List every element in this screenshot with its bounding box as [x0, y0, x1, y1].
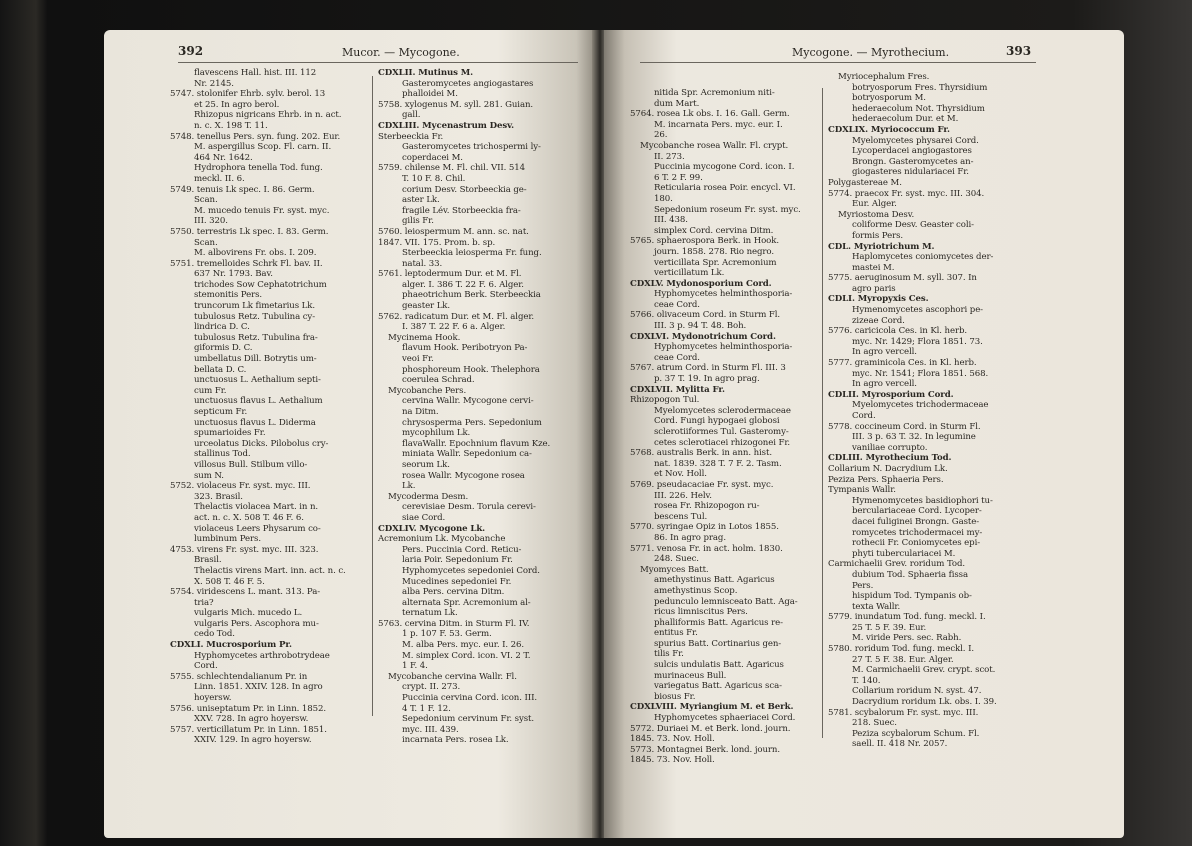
text-line: pedunculo lemnisceato Batt. Aga-: [654, 596, 798, 607]
text-line: murinaceus Bull.: [654, 670, 727, 681]
text-line: 4 T. 1 F. 12.: [402, 703, 451, 714]
text-line: Mycoderma Desm.: [388, 491, 469, 502]
text-line: verticillata Spr. Acremonium: [654, 257, 777, 268]
left-running-head: Mucor. — Mycogone.: [342, 46, 460, 59]
text-line: variegatus Batt. Agaricus sca-: [654, 681, 782, 692]
text-line: Sterbeeckia Fr.: [378, 131, 444, 142]
text-line: truncorum Lk fimetarius Lk.: [194, 301, 316, 312]
text-line: stallinus Tod.: [194, 449, 251, 460]
text-line: 5749. tenuis Lk spec. I. 86. Germ.: [170, 184, 315, 195]
text-line: 1 F. 4.: [402, 661, 428, 672]
text-line: miniata Wallr. Sepedonium ca-: [402, 449, 532, 460]
text-line: 637 Nr. 1793. Bav.: [194, 269, 273, 280]
text-line: Gasteromycetes angiogastares: [402, 78, 534, 89]
text-line: 323. Brasil.: [194, 491, 243, 502]
text-line: fragile Lév. Storbeeckia fra-: [402, 205, 521, 216]
text-line: ricus limniscitus Pers.: [654, 607, 748, 618]
text-line: Mycinema Hook.: [388, 332, 461, 343]
text-line: CDXLVI. Mydonotrichum Cord.: [630, 331, 776, 342]
text-line: seorum Lk.: [402, 459, 450, 470]
text-line: 5765. sphaerospora Berk. in Hook.: [630, 236, 779, 247]
text-line: Scan.: [194, 195, 218, 206]
text-line: aster Lk.: [402, 195, 440, 206]
text-line: III. 3 p. 94 T. 48. Boh.: [654, 321, 747, 332]
text-line: tria?: [194, 597, 214, 608]
text-line: M. simplex Cord. icon. VI. 2 T.: [402, 650, 531, 661]
text-line: bescens Tul.: [654, 511, 708, 522]
text-line: amethystinus Batt. Agaricus: [654, 575, 775, 586]
text-line: Nr. 2145.: [194, 78, 234, 89]
text-line: XXIV. 129. In agro hoyersw.: [194, 735, 312, 746]
text-line: Hyphomycetes sepedoniei Cord.: [402, 565, 540, 576]
text-line: Eur. Alger.: [852, 199, 897, 210]
text-line: spurius Batt. Cortinarius gen-: [654, 638, 782, 649]
right-page-number: 393: [1006, 44, 1032, 58]
text-line: saell. II. 418 Nr. 2057.: [852, 739, 948, 750]
text-line: 5771. venosa Fr. in act. holm. 1830.: [630, 543, 783, 554]
text-line: vulgaris Mich. mucedo L.: [194, 608, 303, 619]
left-column-2: [378, 68, 550, 746]
text-line: 5768. australis Berk. in ann. hist.: [630, 448, 772, 459]
text-line: geaster Lk.: [402, 301, 451, 312]
text-line: chrysosperma Pers. Sepedonium: [402, 417, 542, 428]
text-line: coliforme Desv. Geaster coli-: [852, 220, 974, 231]
text-line: alger. I. 386 T. 22 F. 6. Alger.: [402, 279, 524, 290]
text-line: XXV. 728. In agro hoyersw.: [194, 714, 309, 725]
text-line: Sterbeeckia leiosperma Fr. fung.: [402, 248, 542, 259]
text-line: 86. In agro prag.: [654, 532, 726, 543]
text-line: nat. 1839. 328 T. 7 F. 2. Tasm.: [654, 458, 782, 469]
text-line: 1845. 73. Nov. Holl.: [630, 755, 715, 766]
text-line: unctuosus flavus L. Diderma: [194, 417, 316, 428]
text-line: 5766. olivaceum Cord. in Sturm Fl.: [630, 310, 781, 321]
text-line: biosus Fr.: [654, 691, 696, 702]
text-line: I. 387 T. 22 F. 6 a. Alger.: [402, 322, 506, 333]
text-line: 5781. scybalorum Fr. syst. myc. III.: [828, 707, 979, 718]
text-line: 5779. inundatum Tod. fung. meckl. I.: [828, 612, 986, 623]
text-line: 5775. aeruginosum M. syll. 307. In: [828, 273, 977, 284]
text-line: formis Pers.: [852, 230, 904, 241]
text-line: Mucedines sepedoniei Fr.: [402, 576, 512, 587]
text-line: phyti tuberculariacei M.: [852, 548, 956, 559]
right-running-head: Mycogone. — Myrothecium.: [792, 46, 950, 59]
text-line: Hyphomycetes sphaeriacei Cord.: [654, 713, 796, 724]
text-line: violaceus Leers Physarum co-: [194, 523, 321, 534]
text-line: 5748. tenellus Pers. syn. fung. 202. Eur.: [170, 131, 341, 142]
text-line: Mycobanche rosea Wallr. Fl. crypt.: [640, 140, 789, 151]
text-line: n. c. X. 198 T. 11.: [194, 120, 268, 131]
text-line: Reticularia rosea Poir. encycl. VI.: [654, 183, 796, 194]
text-line: gall.: [402, 110, 421, 121]
left-header-rule: [178, 62, 578, 63]
text-line: rosea Fr. Rhizopogon ru-: [654, 501, 760, 512]
text-line: 5774. praecox Fr. syst. myc. III. 304.: [828, 188, 985, 199]
text-line: myc. Nr. 1541; Flora 1851. 568.: [852, 368, 989, 379]
text-line: phosphoreum Hook. Thelephora: [402, 364, 540, 375]
text-line: umbellatus Dill. Botrytis um-: [194, 354, 317, 365]
text-line: 1845. 73. Nov. Holl.: [630, 734, 715, 745]
text-line: dacei fuliginei Brongn. Gaste-: [852, 516, 980, 527]
text-line: mastei M.: [852, 262, 895, 273]
text-line: 218. Suec.: [852, 718, 897, 729]
text-line: Sepedonium roseum Fr. syst. myc.: [654, 204, 801, 215]
text-line: Brongn. Gasteromycetes an-: [852, 156, 974, 167]
text-line: 5777. graminicola Ces. in Kl. herb.: [828, 358, 977, 369]
text-line: Gasteromycetes trichospermi ly-: [402, 142, 541, 153]
text-line: et Nov. Holl.: [654, 469, 707, 480]
text-line: 26.: [654, 130, 668, 141]
text-line: Dacrydium roridum Lk. obs. I. 39.: [852, 697, 997, 708]
text-line: Rhizopus nigricans Ehrb. in n. act.: [194, 110, 342, 121]
text-line: M. incarnata Pers. myc. eur. I.: [654, 119, 783, 130]
text-line: M. albovirens Fr. obs. I. 209.: [194, 248, 317, 259]
text-line: stemonitis Pers.: [194, 290, 263, 301]
text-line: M. aspergillus Scop. Fl. carn. II.: [194, 142, 332, 153]
text-line: Collarium N. Dacrydium Lk.: [828, 463, 948, 474]
text-line: cerevisiae Desm. Torula cerevi-: [402, 502, 536, 513]
text-line: natal. 33.: [402, 258, 443, 269]
text-line: dum Mart.: [654, 98, 700, 109]
text-line: 5762. radicatum Dur. et M. Fl. alger.: [378, 311, 535, 322]
text-line: vaniliae corrupto.: [852, 442, 928, 453]
text-line: agro paris: [852, 283, 896, 294]
text-line: texta Wallr.: [852, 601, 901, 612]
text-line: Rhizopogon Tul.: [630, 395, 700, 406]
text-line: unctuosus L. Aethalium septi-: [194, 375, 321, 386]
text-line: hederaecolum Dur. et M.: [852, 114, 959, 125]
text-line: T. 10 F. 8. Chil.: [402, 173, 466, 184]
text-line: myc. III. 439.: [402, 724, 459, 735]
text-line: In agro vercell.: [852, 379, 917, 390]
text-line: meckl. II. 6.: [194, 173, 245, 184]
text-line: Puccinia cervina Cord. icon. III.: [402, 693, 538, 704]
text-line: Cord.: [852, 411, 876, 421]
text-line: coerulea Schrad.: [402, 375, 475, 386]
text-line: Hyphomycetes helminthosporia-: [654, 342, 793, 353]
text-line: cum Fr.: [194, 385, 227, 396]
text-line: incarnata Pers. rosea Lk.: [402, 735, 509, 746]
text-line: 5759. chilense M. Fl. chil. VII. 514: [378, 163, 526, 174]
text-line: 5776. caricicola Ces. in Kl. herb.: [828, 326, 968, 337]
text-line: 5757. verticillatum Pr. in Linn. 1851.: [170, 724, 327, 735]
text-line: 4753. virens Fr. syst. myc. III. 323.: [170, 544, 319, 555]
text-line: 5754. viridescens L. mant. 313. Pa-: [170, 587, 321, 598]
text-line: hederaecolum Not. Thyrsidium: [852, 103, 985, 114]
right-header-rule: [640, 62, 1036, 63]
text-line: act. n. c. X. 508 T. 46 F. 6.: [194, 512, 304, 523]
text-line: laria Poir. Sepedonium Fr.: [402, 555, 513, 566]
text-line: Carmichaelii Grev. roridum Tod.: [828, 559, 966, 570]
text-line: Myriocephalum Fres.: [838, 72, 930, 82]
text-line: 5770. syringae Opiz in Lotos 1855.: [630, 522, 779, 533]
text-line: Hymenomycetes ascophori pe-: [852, 305, 983, 316]
text-line: 5780. roridum Tod. fung. meckl. I.: [828, 644, 975, 655]
text-line: giogasteres nidulariacei Fr.: [852, 167, 969, 178]
text-line: sulcis undulatis Batt. Agaricus: [654, 660, 784, 671]
text-line: Brasil.: [194, 555, 222, 566]
text-line: phalliformis Batt. Agaricus re-: [654, 617, 783, 628]
right-column-2: [828, 72, 997, 750]
text-line: septicum Fr.: [194, 407, 248, 417]
text-line: X. 508 T. 46 F. 5.: [194, 576, 265, 587]
text-line: simplex Cord. cervina Ditm.: [654, 225, 774, 236]
text-line: CDL. Myriotrichum M.: [828, 241, 935, 252]
text-line: gilis Fr.: [402, 216, 434, 227]
text-line: 25 T. 5 F. 39. Eur.: [852, 622, 927, 633]
text-line: ceae Cord.: [654, 299, 700, 310]
text-line: trichodes Sow Cephatotrichum: [194, 279, 327, 290]
text-line: CDXLV. Mydonosporium Cord.: [630, 278, 772, 289]
text-line: Peziza Pers. Sphaeria Pers.: [828, 474, 944, 485]
text-line: zizeae Cord.: [852, 315, 905, 326]
text-line: 27 T. 5 F. 38. Eur. Alger.: [852, 654, 954, 665]
text-line: Hyphomycetes arthrobotrydeae: [194, 650, 330, 661]
text-line: III. 226. Helv.: [654, 490, 712, 501]
text-line: Cord.: [194, 661, 218, 672]
text-line: coperdacei M.: [402, 152, 463, 163]
text-line: rothecii Fr. Coniomycetes epi-: [852, 538, 981, 549]
text-line: lindrica D. C.: [194, 322, 250, 333]
left-column-divider: [372, 76, 373, 716]
text-line: Acremonium Lk. Mycobanche: [378, 534, 506, 545]
text-line: CDXLVIII. Myriangium M. et Berk.: [630, 702, 794, 713]
text-line: ceae Cord.: [654, 352, 700, 363]
text-line: Mycobanche Pers.: [388, 385, 467, 396]
text-line: Thelactis violacea Mart. in n.: [194, 502, 319, 513]
text-line: Puccinia mycogone Cord. icon. I.: [654, 162, 795, 173]
text-line: giformis D. C.: [194, 343, 253, 354]
text-line: phalloidei M.: [402, 89, 458, 100]
text-line: spumarioides Fr.: [194, 428, 266, 439]
text-line: 5755. schlechtendalianum Pr. in: [170, 671, 308, 682]
text-line: Mycobanche cervina Wallr. Fl.: [388, 671, 517, 682]
text-line: Haplomycetes coniomycetes der-: [852, 252, 994, 263]
text-line: Collarium roridum N. syst. 47.: [852, 686, 982, 697]
text-line: hoyersw.: [194, 693, 232, 704]
left-page-number: 392: [178, 44, 204, 58]
text-line: 5764. rosea Lk obs. I. 16. Gall. Germ.: [630, 109, 790, 120]
text-line: M. Carmichaelii Grev. crypt. scot.: [852, 665, 996, 676]
text-line: flavaWallr. Epochnium flavum Kze.: [402, 438, 551, 449]
text-line: 5747. stolonifer Ehrb. sylv. berol. 13: [170, 89, 326, 100]
text-line: tubulosus Retz. Tubulina cy-: [194, 311, 315, 322]
text-line: CDXLVII. Mylitta Fr.: [630, 384, 725, 395]
text-line: crypt. II. 273.: [402, 682, 461, 693]
text-line: bellata D. C.: [194, 364, 247, 375]
text-line: phaeotrichum Berk. Sterbeeckia: [402, 290, 541, 301]
text-line: berculariaceae Cord. Lycoper-: [852, 506, 982, 517]
text-line: Polygastereae M.: [828, 177, 902, 188]
text-line: III. 3 p. 63 T. 32. In legumine: [852, 432, 976, 443]
text-line: 248. Suec.: [654, 554, 699, 565]
text-line: verticillatum Lk.: [654, 268, 725, 279]
text-line: p. 37 T. 19. In agro prag.: [654, 374, 760, 385]
right-column-1: [630, 88, 801, 766]
text-line: 5778. coccineum Cord. in Sturm Fl.: [828, 421, 981, 432]
text-line: M. viride Pers. sec. Rabh.: [852, 633, 962, 644]
text-line: 1847. VII. 175. Prom. b. sp.: [378, 237, 496, 248]
text-line: myc. Nr. 1429; Flora 1851. 73.: [852, 336, 983, 347]
text-line: 5761. leptodermum Dur. et M. Fl.: [378, 269, 522, 280]
text-line: Thelactis virens Mart. inn. act. n. c.: [194, 565, 346, 576]
text-line: CDXLIX. Myriococcum Fr.: [828, 124, 950, 135]
text-line: entitus Fr.: [654, 628, 698, 639]
text-line: Sepedonium cervinum Fr. syst.: [402, 714, 535, 725]
text-line: T. 140.: [852, 675, 881, 686]
text-line: corium Desv. Storbeeckia ge-: [402, 184, 527, 195]
text-line: 5756. uniseptatum Pr. in Linn. 1852.: [170, 703, 327, 714]
text-line: na Ditm.: [402, 407, 439, 417]
text-line: Myomyces Batt.: [640, 564, 709, 575]
text-line: tilis Fr.: [654, 649, 684, 660]
text-line: cedo Tod.: [194, 629, 235, 640]
text-line: 5763. cervina Ditm. in Sturm Fl. IV.: [378, 618, 530, 629]
text-line: Hymenomycetes basidiophori tu-: [852, 495, 993, 506]
text-line: Hydrophora tenella Tod. fung.: [194, 163, 323, 174]
text-line: alternata Spr. Acremonium al-: [402, 597, 531, 608]
text-line: urceolatus Dicks. Pilobolus cry-: [194, 438, 329, 449]
text-line: III. 438.: [654, 215, 688, 226]
text-line: 5760. leiospermum M. ann. sc. nat.: [378, 226, 529, 237]
text-line: III. 320.: [194, 216, 228, 227]
text-line: CDXLIV. Mycogone Lk.: [378, 523, 486, 534]
text-line: 5773. Montagnei Berk. lond. journ.: [630, 744, 780, 755]
text-line: rosea Wallr. Mycogone rosea: [402, 470, 525, 481]
text-line: sum N.: [194, 470, 224, 481]
text-line: nitida Spr. Acremonium niti-: [654, 88, 775, 98]
text-line: 5752. violaceus Fr. syst. myc. III.: [170, 481, 311, 492]
text-line: flavescens Hall. hist. III. 112: [194, 68, 317, 78]
text-line: veoi Fr.: [402, 354, 434, 365]
text-line: Myelomycetes physarei Cord.: [852, 135, 979, 146]
text-line: botryosporum M.: [852, 93, 926, 104]
text-line: flavum Hook. Peribotryon Pa-: [402, 343, 528, 354]
text-line: CDXLI. Mucrosporium Pr.: [170, 640, 292, 651]
text-line: lumbinum Pers.: [194, 534, 261, 545]
text-line: hispidum Tod. Tympanis ob-: [852, 591, 972, 602]
text-line: ternatum Lk.: [402, 608, 458, 619]
text-line: romycetes trichodermacei my-: [852, 527, 983, 538]
text-line: Pers.: [852, 580, 874, 591]
text-line: vulgaris Pers. Ascophora mu-: [194, 618, 319, 629]
right-column-divider: [822, 88, 823, 738]
text-line: 6 T. 2 F. 99.: [654, 172, 703, 183]
text-line: 5751. tremelloides Schrk Fl. bav. II.: [170, 258, 323, 269]
text-line: 464 Nr. 1642.: [194, 152, 253, 163]
text-line: Cord. Fungi hypogaei globosi: [654, 416, 780, 427]
text-line: Linn. 1851. XXIV. 128. In agro: [194, 682, 323, 693]
text-line: CDXLIII. Mycenastrum Desv.: [378, 120, 515, 131]
text-line: CDXLII. Mutinus M.: [378, 68, 474, 78]
text-line: Tympanis Wallr.: [828, 485, 896, 496]
text-line: 5772. Duriaei M. et Berk. lond. journ.: [630, 723, 791, 734]
text-line: CDLIII. Myrothecium Tod.: [828, 453, 952, 464]
left-column-1: [170, 68, 346, 746]
text-line: Peziza scybalorum Schum. Fl.: [852, 728, 980, 739]
text-line: Myelomycetes sclerodermaceae: [654, 405, 791, 416]
text-line: 180.: [654, 193, 673, 204]
text-line: 5769. pseudacaciae Fr. syst. myc.: [630, 479, 774, 490]
text-line: 5767. atrum Cord. in Sturm Fl. III. 3: [630, 363, 786, 374]
text-line: M. alba Pers. myc. eur. I. 26.: [402, 640, 525, 651]
text-line: unctuosus flavus L. Aethalium: [194, 396, 323, 407]
text-line: CDLI. Myropyxis Ces.: [828, 294, 929, 305]
text-line: M. mucedo tenuis Fr. syst. myc.: [194, 205, 330, 216]
text-line: 5750. terrestris Lk spec. I. 83. Germ.: [170, 226, 329, 237]
text-line: 5758. xylogenus M. syll. 281. Guian.: [378, 99, 534, 110]
text-line: villosus Bull. Stilbum villo-: [194, 459, 308, 470]
text-line: amethystinus Scop.: [654, 585, 738, 596]
text-line: Myriostoma Desv.: [838, 209, 915, 220]
text-line: Lycoperdacei angiogastores: [852, 146, 972, 157]
text-line: siae Cord.: [402, 512, 446, 523]
text-line: II. 273.: [654, 151, 685, 162]
text-line: Myelomycetes trichodermaceae: [852, 400, 989, 411]
text-line: CDLII. Myrosporium Cord.: [828, 389, 954, 400]
text-line: cetes sclerotiacei rhizogonei Fr.: [654, 437, 791, 448]
text-line: dubium Tod. Sphaeria fissa: [852, 569, 969, 580]
text-line: In agro vercell.: [852, 347, 917, 358]
text-line: mycophilum Lk.: [402, 428, 471, 439]
text-line: Hyphomycetes helminthosporia-: [654, 289, 793, 300]
text-line: et 25. In agro berol.: [194, 99, 280, 110]
text-line: Scan.: [194, 237, 218, 248]
text-line: Lk.: [402, 481, 416, 492]
text-line: journ. 1858. 278. Rio negro.: [654, 246, 774, 257]
text-line: cervina Wallr. Mycogone cervi-: [402, 396, 534, 407]
text-line: 1 p. 107 F. 53. Germ.: [402, 629, 492, 640]
text-line: botryosporum Fres. Thyrsidium: [852, 82, 988, 93]
text-line: sclerotiiformes Tul. Gasteromy-: [654, 427, 789, 437]
text-line: tubulosus Retz. Tubulina fra-: [194, 332, 318, 343]
text-line: alba Pers. cervina Ditm.: [402, 587, 505, 598]
text-line: Pers. Puccinia Cord. Reticu-: [402, 544, 522, 555]
